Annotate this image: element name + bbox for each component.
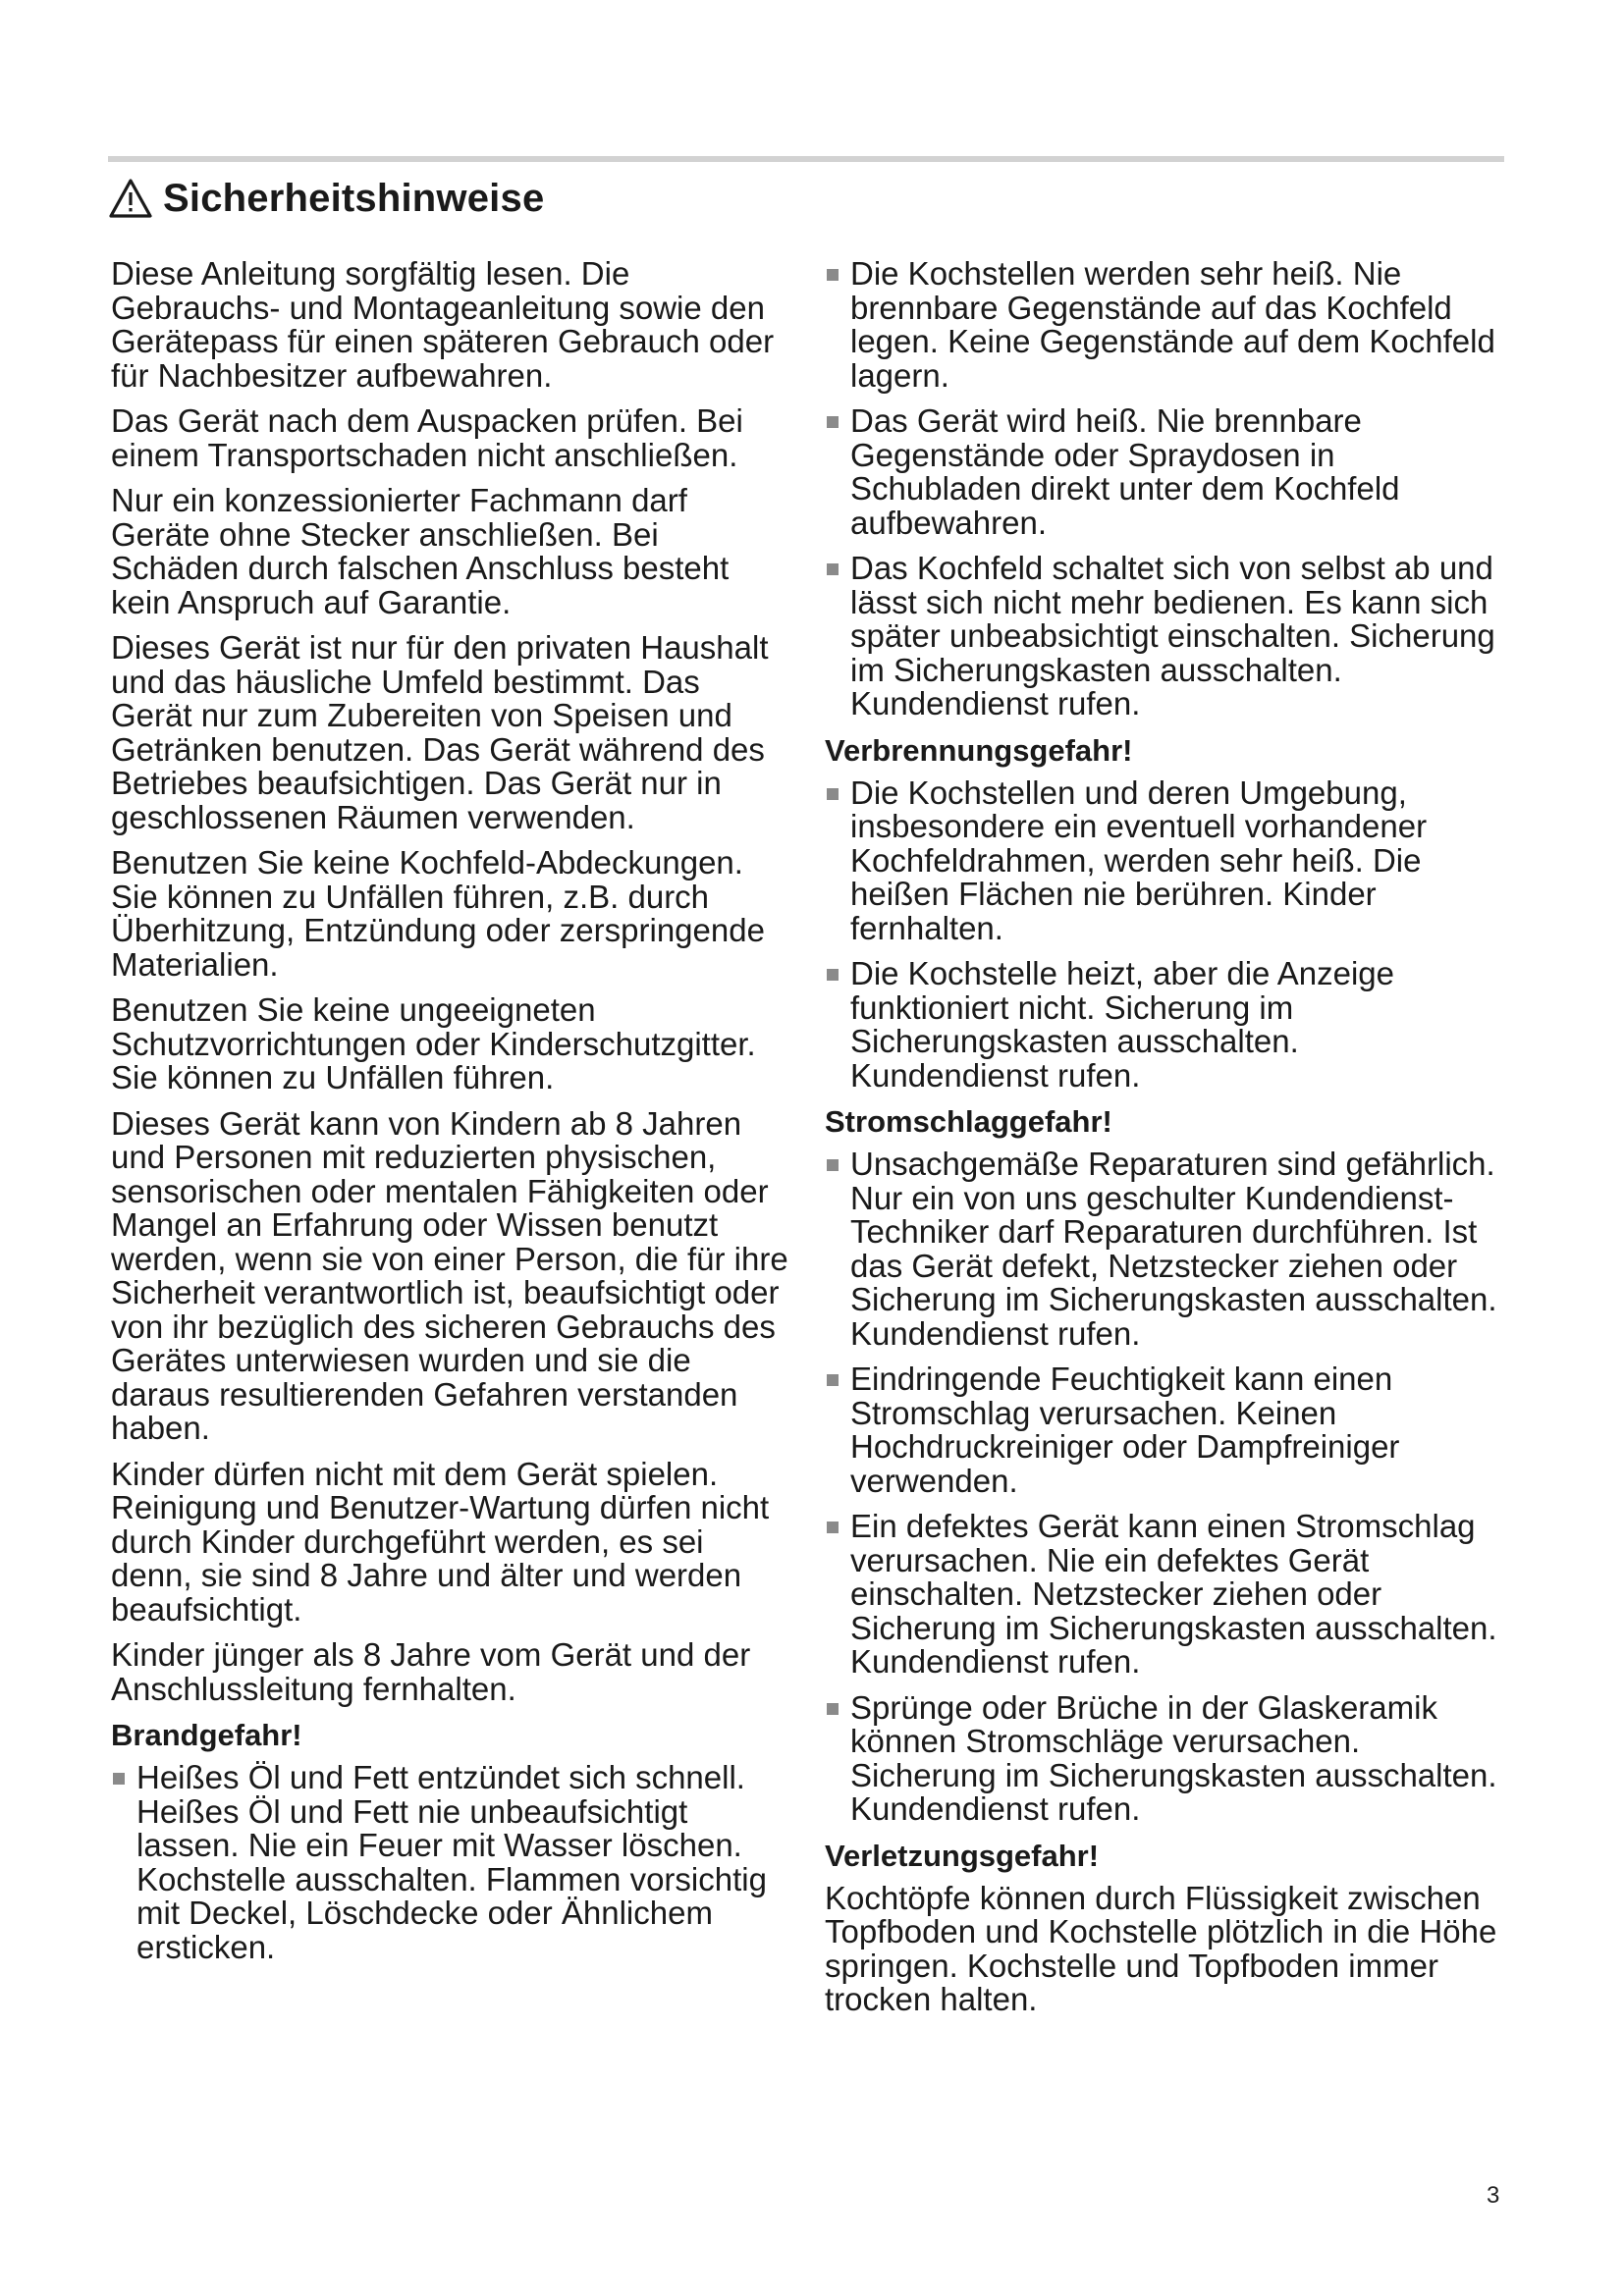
square-bullet-icon [827,1703,839,1715]
paragraph-children-under-8: Kinder jünger als 8 Jahre vom Gerät und der Anschlussleitung fernhalten. [111,1636,751,1707]
paragraph-intro: Diese Anleitung sorgfältig lesen. Die Gebrauchs- und Montageanleitung sowie den Gerätepass für einen späteren Gebrauch oder für Nachbesitzer aufbewahren. [111,255,775,394]
section-title [108,173,544,224]
list-item-text: Das Gerät wird heiß. Nie brennbare Gegenstände oder Spraydosen in Schubladen direkt unter dem Kochfeld aufbewahren. [850,402,1400,541]
list-item-text: Die Kochstellen und deren Umgebung, insbesondere ein eventuell vorhandener Kochfeldrahmen, werden sehr heiß. Die heißen Flächen nie berühren. Kinder fernhalten. [850,774,1428,946]
list-item-text: Eindringende Feuchtigkeit kann einen Stromschlag verursachen. Keinen Hochdruckreiniger oder Dampfreiniger verwenden. [850,1361,1400,1499]
list-item-text: Das Kochfeld schaltet sich von selbst ab und lässt sich nicht mehr bedienen. Es kann sich später unbeabsichtigt einschalten. Sicherung im Sicherungskasten ausschalten. Kundendienst rufen. [850,550,1495,721]
list-item-text: Sprünge oder Brüche in der Glaskeramik können Stromschläge verursachen. Sicherung im Sicherungskasten ausschalten. Kundendienst rufen. [850,1688,1497,1827]
list-item [825,257,1504,393]
heading-verletzungsgefahr: Verletzungsgefahr! [825,1838,1100,1873]
list-item [825,776,1504,946]
list-item [825,1510,1504,1680]
list-item [111,1761,788,1964]
paragraph-connection: Nur ein konzessionierter Fachmann darf Geräte ohne Stecker anschließen. Bei Schäden durch falschen Anschluss besteht kein Anspruch auf Garantie. [111,482,730,620]
list-verbrennungsgefahr [825,776,1504,1094]
square-bullet-icon [827,1159,839,1171]
square-bullet-icon [827,416,839,428]
square-bullet-icon [827,969,839,981]
list-brandgefahr [111,1761,788,1964]
warning-triangle-icon [108,178,153,219]
heading-stromschlaggefahr: Stromschlaggefahr! [825,1104,1112,1139]
left-column [111,257,788,1976]
square-bullet-icon [827,269,839,281]
list-item [825,552,1504,721]
page-title: Sicherheitshinweise [163,176,545,220]
list-item-text: Ein defektes Gerät kann einen Stromschlag verursachen. Nie ein defektes Gerät einschalten. Netzstecker ziehen oder Sicherung im Sicherungskasten ausschalten. Kundendienst rufen. [850,1508,1497,1680]
list-item [825,404,1504,540]
paragraph-children-persons: Dieses Gerät kann von Kindern ab 8 Jahren und Personen mit reduzierten physischen, sensorischen oder mentalen Fähigkeiten oder Mangel an Erfahrung oder Wissen benutzt werden, wenn sie von einer Person, die für ihre Sicherheit verantwortlich ist, beaufsichtigt oder von ihr bezüglich des sicheren Gebrauchs des Gerätes unterwiesen wurden und sie die daraus resultierenden Gefahren verstanden haben. [111,1104,788,1446]
paragraph-children-play: Kinder dürfen nicht mit dem Gerät spielen. Reinigung und Benutzer-Wartung dürfen nicht durch Kinder durchgeführt werden, es sei denn, sie sind 8 Jahre und älter und werden beaufsichtigt. [111,1455,770,1628]
list-item-text: Die Kochstellen werden sehr heiß. Nie brennbare Gegenstände auf das Kochfeld legen. Keine Gegenstände auf dem Kochfeld lagern. [850,255,1495,394]
paragraph-covers: Benutzen Sie keine Kochfeld-Abdeckungen. Sie können zu Unfällen führen, z.B. durch Überhitzung, Entzündung oder zerspringende Materialien. [111,844,765,983]
heading-brandgefahr: Brandgefahr! [111,1718,302,1752]
list-item-text: Die Kochstelle heizt, aber die Anzeige funktioniert nicht. Sicherung im Sicherungskasten ausschalten. Kundendienst rufen. [850,955,1395,1094]
paragraph-unpacking: Das Gerät nach dem Auspacken prüfen. Bei einem Transportschaden nicht anschließen. [111,402,743,473]
list-item [825,1362,1504,1498]
paragraph-guards: Benutzen Sie keine ungeeigneten Schutzvorrichtungen oder Kinderschutzgitter. Sie können zu Unfällen führen. [111,991,756,1095]
page-number: 3 [1487,2182,1500,2209]
square-bullet-icon [827,563,839,575]
paragraph-usage: Dieses Gerät ist nur für den privaten Haushalt und das häusliche Umfeld bestimmt. Das Gerät nur zum Zubereiten von Speisen und Getränken benutzen. Das Gerät während des Betriebes beaufsichtigen. Das Gerät nur in geschlossenen Räumen verwenden. [111,629,769,835]
list-item [825,1688,1504,1827]
paragraph-verletzungsgefahr: Kochtöpfe können durch Flüssigkeit zwischen Topfboden und Kochstelle plötzlich in die Höhe springen. Kochstelle und Topfboden immer trocken halten. [825,1879,1497,2017]
list-item-text: Unsachgemäße Reparaturen sind gefährlich. Nur ein von uns geschulter Kundendienst-Techniker darf Reparaturen durchführen. Ist das Gerät defekt, Netzstecker ziehen oder Sicherung im Sicherungskasten ausschalten. Kundendienst rufen. [850,1146,1497,1352]
right-column [825,257,1504,2029]
list-stromschlaggefahr [825,1148,1504,1827]
list-item [825,957,1504,1093]
list-brandgefahr-continued [825,257,1504,721]
heading-verbrennungsgefahr: Verbrennungsgefahr! [825,732,1133,768]
list-item-text: Heißes Öl und Fett entzündet sich schnell. Heißes Öl und Fett nie unbeaufsichtigt lassen. Nie ein Feuer mit Wasser löschen. Kochstelle ausschalten. Flammen vorsichtig mit Deckel, Löschdecke oder Ähnlichem ersticken. [136,1759,767,1965]
square-bullet-icon [827,788,839,800]
header-rule [108,156,1504,162]
square-bullet-icon [827,1522,839,1533]
list-item [825,1148,1504,1351]
square-bullet-icon [113,1773,125,1785]
square-bullet-icon [827,1374,839,1386]
